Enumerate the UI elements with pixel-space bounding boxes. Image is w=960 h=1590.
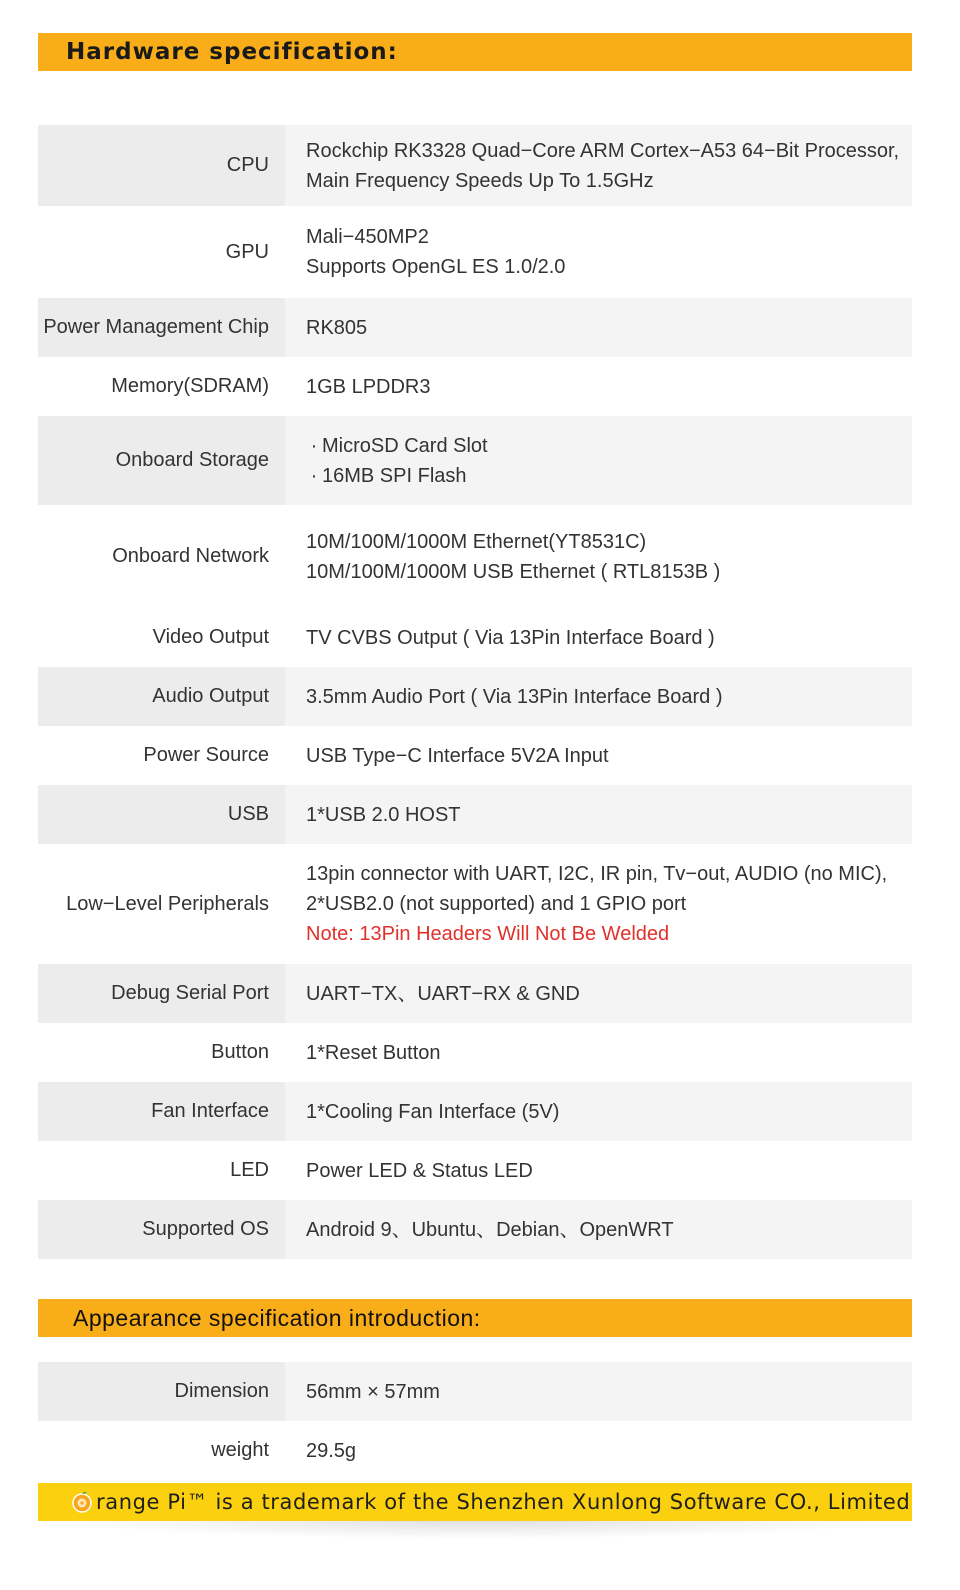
spec-value-line: Power LED & Status LED bbox=[306, 1159, 533, 1182]
spec-row-fan-interface bbox=[38, 1082, 912, 1141]
spec-label: CPU bbox=[38, 125, 285, 206]
spec-label: Button bbox=[211, 1041, 269, 1063]
spec-label: Audio Output bbox=[38, 667, 285, 726]
spec-value-line: 2*USB2.0 (not supported) and 1 GPIO port bbox=[306, 893, 687, 915]
spec-label: Power Source bbox=[143, 744, 269, 766]
spec-value-line: 56mm × 57mm bbox=[306, 1380, 440, 1403]
spec-value bbox=[285, 1082, 912, 1141]
spec-value bbox=[285, 1141, 912, 1200]
spec-label: LED bbox=[230, 1159, 269, 1181]
spec-value-line: RK805 bbox=[306, 316, 368, 339]
spec-value-line: 10M/100M/1000M Ethernet(YT8531C) bbox=[306, 530, 647, 553]
spec-value-line: Mali−450MP2 bbox=[306, 226, 429, 248]
spec-value-line bbox=[306, 431, 912, 461]
spec-value bbox=[285, 298, 912, 357]
spec-label: Low−Level Peripherals bbox=[66, 892, 269, 915]
spec-label: Dimension bbox=[38, 1362, 285, 1421]
spec-label: Supported OS bbox=[38, 1200, 285, 1259]
spec-row-cpu bbox=[38, 125, 912, 206]
spec-label: Onboard Network bbox=[112, 545, 269, 567]
spec-row-supported-os bbox=[38, 1200, 912, 1259]
spec-value-line: 29.5g bbox=[306, 1439, 357, 1462]
spec-value-line: 1*Cooling Fan Interface (5V) bbox=[306, 1100, 560, 1123]
spec-value bbox=[285, 1421, 912, 1480]
spec-row-onboard-network bbox=[38, 505, 912, 608]
spec-row-audio-output bbox=[38, 667, 912, 726]
appearance-spec-banner bbox=[38, 1299, 912, 1337]
spec-value bbox=[285, 416, 912, 505]
spec-value-line: 10M/100M/1000M USB Ethernet ( RTL8153B ) bbox=[306, 560, 721, 583]
spec-value bbox=[285, 505, 912, 608]
spec-row-weight bbox=[38, 1421, 912, 1480]
hardware-spec-title: Hardware specification: bbox=[66, 39, 398, 65]
trademark-text: range Pi™ is a trademark of the Shenzhen Xunlong Software CO., Limited bbox=[96, 1490, 911, 1514]
spec-value bbox=[285, 125, 912, 206]
spec-label: Memory(SDRAM) bbox=[111, 375, 269, 397]
bullet-text: MicroSD Card Slot bbox=[322, 434, 488, 457]
spec-value bbox=[285, 726, 912, 785]
spec-row-dimension bbox=[38, 1362, 912, 1421]
spec-label: Debug Serial Port bbox=[38, 964, 285, 1023]
bullet-marker: · bbox=[310, 434, 318, 457]
spec-row-usb bbox=[38, 785, 912, 844]
spec-row-gpu bbox=[38, 206, 912, 298]
spec-row-low-level-peripherals bbox=[38, 844, 912, 964]
spec-row-onboard-storage bbox=[38, 416, 912, 505]
spec-value-line: 1*Reset Button bbox=[306, 1041, 441, 1064]
spec-value-line: 3.5mm Audio Port ( Via 13Pin Interface Board ) bbox=[306, 685, 723, 708]
spec-value-line: Rockchip RK3328 Quad−Core ARM Cortex−A53 64−Bit Processor, bbox=[306, 139, 900, 162]
spec-note: Note: 13Pin Headers Will Not Be Welded bbox=[306, 923, 670, 945]
appearance-spec-table bbox=[38, 1362, 912, 1480]
spec-value bbox=[285, 667, 912, 726]
hardware-spec-table bbox=[38, 125, 912, 1259]
spec-value-line bbox=[306, 461, 912, 491]
spec-value bbox=[285, 964, 912, 1023]
footer-shadow bbox=[60, 1521, 890, 1539]
spec-row-memory-sdram bbox=[38, 357, 912, 416]
spec-value-line: Supports OpenGL ES 1.0/2.0 bbox=[306, 256, 566, 278]
spec-label: Fan Interface bbox=[38, 1082, 285, 1141]
spec-value-line: 13pin connector with UART, I2C, IR pin, Tv−out, AUDIO (no MIC), bbox=[306, 863, 888, 885]
spec-value bbox=[285, 1362, 912, 1421]
spec-value bbox=[285, 608, 912, 667]
spec-row-led bbox=[38, 1141, 912, 1200]
spec-value bbox=[285, 206, 912, 298]
spec-value-line: UART−TX、UART−RX & GND bbox=[306, 982, 580, 1005]
spec-value-line: 1*USB 2.0 HOST bbox=[306, 803, 461, 826]
spec-label: GPU bbox=[225, 240, 269, 263]
spec-value bbox=[285, 785, 912, 844]
orange-logo-icon bbox=[71, 1491, 93, 1513]
spec-label: Power Management Chip bbox=[38, 298, 285, 357]
spec-row-video-output bbox=[38, 608, 912, 667]
spec-value-line: USB Type−C Interface 5V2A Input bbox=[306, 744, 609, 767]
spec-value bbox=[285, 357, 912, 416]
spec-value-line: Main Frequency Speeds Up To 1.5GHz bbox=[306, 169, 654, 192]
hardware-spec-banner bbox=[38, 33, 912, 71]
spec-label: Video Output bbox=[152, 626, 269, 648]
spec-value-line: 1GB LPDDR3 bbox=[306, 375, 431, 398]
spec-row-button bbox=[38, 1023, 912, 1082]
spec-value bbox=[285, 1200, 912, 1259]
spec-value-line: TV CVBS Output ( Via 13Pin Interface Board ) bbox=[306, 626, 715, 649]
spec-label: USB bbox=[38, 785, 285, 844]
appearance-spec-title: Appearance specification introduction: bbox=[73, 1305, 481, 1331]
spec-row-power-source bbox=[38, 726, 912, 785]
spec-label: weight bbox=[211, 1439, 269, 1461]
spec-value-line: Android 9、Ubuntu、Debian、OpenWRT bbox=[306, 1218, 674, 1241]
spec-row-power-management-chip bbox=[38, 298, 912, 357]
spec-row-debug-serial-port bbox=[38, 964, 912, 1023]
bullet-text: 16MB SPI Flash bbox=[322, 464, 467, 487]
spec-value bbox=[285, 1023, 912, 1082]
trademark-footer bbox=[38, 1483, 912, 1521]
spec-label: Onboard Storage bbox=[38, 416, 285, 505]
spec-value bbox=[285, 844, 912, 964]
bullet-marker: · bbox=[310, 464, 318, 487]
